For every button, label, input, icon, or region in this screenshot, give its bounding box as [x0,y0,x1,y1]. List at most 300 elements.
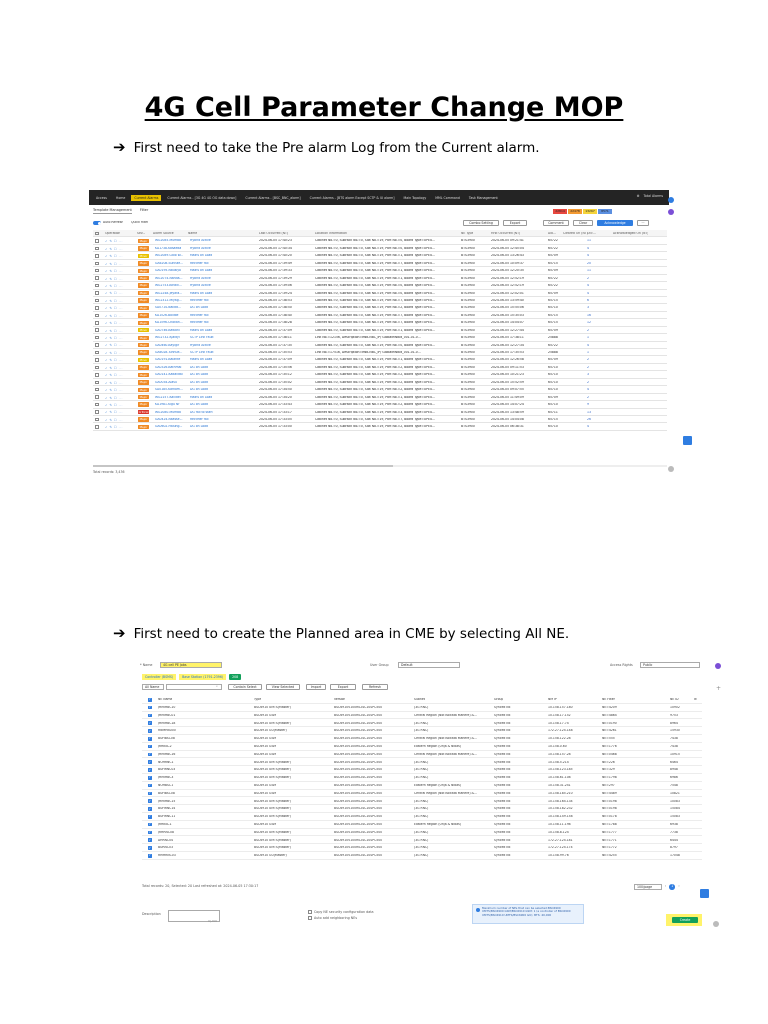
row-checkbox[interactable] [95,321,99,325]
ne-row[interactable] [142,758,702,766]
row-checkbox[interactable] [95,351,99,355]
alarm-cell[interactable]: Rectifier fail [190,298,209,302]
ne-cell: 15930 [670,729,680,733]
alarm-cell[interactable]: DG on Load [190,388,209,392]
alarm-cell[interactable]: Hybrid Active [190,246,211,250]
chat-icon[interactable] [700,889,709,898]
ne-cell: 10915 [670,752,680,756]
alarm-cell: BTS3900 [461,388,475,392]
ne-cell: BSC6910 UMTS(Master) [254,705,291,709]
alarm-cell: 2024-06-05 09:11:53 [491,365,524,369]
ne-row[interactable] [142,797,702,805]
column-header[interactable]: NE Filter [602,698,615,702]
user-group-select[interactable]: Default [398,662,460,668]
ne-row[interactable] [142,704,702,712]
alarm-cell[interactable]: Mains on Load [190,395,213,399]
alarm-cell[interactable]: Mains on Load [190,254,213,258]
alarm-cell[interactable]: KA1526-Bolidie [155,313,179,317]
filter-select[interactable]: Filter [139,208,149,212]
alarm-cell: 2024-06-05 12:45:04 [491,246,524,250]
alarm-cell: BTS3900 [461,373,475,377]
row-operations-icon[interactable]: ✓ ✎ ☐ ··· [105,261,123,266]
row-checkbox[interactable] [95,403,99,407]
column-header[interactable]: NM IP [548,698,557,702]
tab-base-station[interactable]: Base Station (1791-2396) [179,674,226,680]
alarm-cell: Cabinet No.=0, Subrack No.=0, Slot No.=19, Port No.=2, Board Type=UPEU... [315,425,436,429]
alarm-cell[interactable]: Rectifier fail [190,313,209,317]
row-checkbox[interactable] [148,706,152,710]
ne-cell: (3G RNC) [414,760,429,764]
alarm-cell: 2024-06-05 17:35:53 [491,351,524,354]
alarm-cell: 2024-06-05 17:39:06 [259,284,292,288]
column-header[interactable]: NE ID [670,698,679,702]
ne-row[interactable] [142,805,702,813]
column-header[interactable]: NE Type [461,232,474,235]
row-operations-icon[interactable]: ✓ ✎ ☐ ··· [105,254,123,259]
auto-refresh-toggle[interactable] [93,221,101,225]
select-all-checkbox[interactable] [95,232,99,236]
row-operations-icon[interactable]: ✓ ✎ ☐ ··· [105,291,123,296]
export-dropdown-button[interactable]: Export [330,684,356,690]
ne-cell: (3G RNC) [414,807,429,811]
alarm-row[interactable] [93,379,667,386]
alarm-cell[interactable]: DG on Load [190,380,209,384]
select-all-checkbox[interactable] [148,698,152,702]
row-checkbox[interactable] [148,815,152,819]
ne-row[interactable] [142,821,702,829]
ne-row[interactable] [142,774,702,782]
row-checkbox[interactable] [148,768,152,772]
row-checkbox[interactable] [95,358,99,362]
row-operations-icon[interactable]: ✓ ✎ ☐ ··· [105,388,123,393]
ne-cell: NE=4489 [602,791,617,795]
alarm-cell[interactable]: WG2248-Jeyara... [155,291,183,295]
alarm-cell: Cabinet No.=0, Subrack No.=0, Slot No.=19, Port No.=0, Board Type=UPEU... [315,246,436,250]
column-header[interactable]: Subnet [414,698,425,702]
row-operations-icon[interactable]: ✓ ✎ ☐ ··· [105,373,123,378]
alarm-cell[interactable]: Rectifier fail [190,261,209,265]
row-operations-icon[interactable]: ✓ ✎ ☐ ··· [105,358,123,363]
alarm-cell[interactable]: WG2753-Bindik... [155,284,182,288]
row-operations-icon[interactable]: ✓ ✎ ☐ ··· [105,402,123,407]
row-operations-icon[interactable]: ✓ ✎ ☐ ··· [105,380,123,385]
ne-cell: BUHRNC11 [158,815,176,819]
alarm-row[interactable] [93,252,667,259]
comment-button[interactable]: Comment [543,220,569,226]
app-icon[interactable] [715,663,721,669]
alarm-row[interactable] [93,416,667,423]
acknowledge-button[interactable]: Acknowledge [597,220,633,226]
alarm-row[interactable] [93,312,667,319]
ne-cell: BSC6910V100R024C10SPC500 [334,799,383,803]
alarm-row[interactable] [93,394,667,401]
ne-cell: BSC6910 GSM [254,713,277,717]
row-checkbox[interactable] [148,854,152,858]
menu-tab[interactable]: Current Alarms - [3G 4G 4G OG data down] [167,196,237,200]
row-checkbox[interactable] [95,306,99,310]
ne-cell: 172.27.124.181 [548,838,573,842]
row-checkbox[interactable] [95,254,99,258]
import-button[interactable]: Import [306,684,326,690]
alarm-row[interactable] [93,237,667,244]
row-checkbox[interactable] [95,425,99,429]
alarm-cell[interactable]: DG on Load [190,373,209,377]
severity-badge: Minor [139,253,148,258]
row-checkbox[interactable] [95,284,99,288]
alarm-row[interactable] [93,364,667,371]
clear-button[interactable]: Clear [573,220,593,226]
column-header[interactable]: Ala... [548,232,556,235]
settings-icon[interactable] [668,466,674,472]
alarm-cell[interactable]: SCTP Link Fault [190,351,214,354]
alarm-cell: 2024-06-05 12:52:19 [491,276,524,280]
alarm-cell: 65709 [548,269,558,273]
alarm-cell[interactable]: WG2089-Galo W... [155,254,184,258]
auto-neighbor-label: Auto add neighboring NEs [314,916,358,920]
alarm-cell[interactable]: WG2080-Mumba [155,410,181,414]
ne-row[interactable] [142,852,702,860]
alarm-cell[interactable]: WG2074-Nanda... [155,276,183,280]
ne-cell: (3G RNC) [414,846,429,850]
ne-cell: BSC6910V100R024C10SPC500 [334,807,383,811]
alarm-cell[interactable]: GA0746-Bawani [155,328,180,332]
ne-cell: (3G RNC) [414,729,429,733]
alarm-cell[interactable]: GA6208-Sunnae... [155,261,184,265]
add-icon[interactable]: + [716,686,722,692]
ne-row[interactable] [142,751,702,759]
alarm-cell[interactable]: WG2312-Mlyag... [155,298,182,302]
alarm-cell[interactable]: DG fail to start [190,410,213,414]
alarm-cell[interactable]: KA1738-Kasaeda [155,246,182,250]
menu-tab[interactable]: Main Topology [403,196,427,200]
alarm-cell[interactable]: DG on Load [190,425,209,429]
row-checkbox[interactable] [95,269,99,273]
row-checkbox[interactable] [95,366,99,370]
copy-security-checkbox[interactable] [308,910,312,914]
export-button[interactable]: Export [503,220,527,226]
row-checkbox[interactable] [95,328,99,332]
ne-cell: NE=1776 [602,744,617,748]
search-icon[interactable]: ⌕ [216,685,218,689]
alarm-cell: Cabinet No.=0, Subrack No.=0, Slot No.=19, Port No.=2, Board Type=UPEU... [315,380,436,384]
ne-cell: Synced NE [494,713,511,717]
chat-icon[interactable] [683,436,692,445]
row-operations-icon[interactable]: ✓ ✎ ☐ ··· [105,298,123,303]
alarm-row[interactable] [93,260,667,267]
ne-row[interactable] [142,829,702,837]
column-header[interactable]: Alarm Source [153,232,174,235]
alarm-cell[interactable]: SA0185-Karkom... [155,388,183,392]
prev-page-icon[interactable]: ‹ [665,885,667,889]
row-checkbox[interactable] [95,395,99,399]
alarm-menu-bar [89,190,669,205]
alarm-cell[interactable]: Rectifier fail [190,417,209,421]
row-operations-icon[interactable]: ✓ ✎ ☐ ··· [105,283,123,288]
page-size-select[interactable]: 100/page [634,884,662,890]
alarm-cell[interactable]: WG2157-Kallidei [155,395,181,399]
ne-cell: 10.158.17.152 [548,713,571,717]
alarm-row[interactable] [93,267,667,274]
row-checkbox[interactable] [95,410,99,414]
column-header[interactable]: First Occurred (NT) [491,232,521,235]
alarm-cell[interactable]: Rectifier fail [190,321,209,325]
menu-tab[interactable]: Current Alarms - [BSC_BNC_alarm] [245,196,301,200]
alarm-row[interactable] [93,386,667,393]
row-checkbox[interactable] [148,823,152,827]
auto-neighbor-checkbox[interactable] [308,916,312,920]
row-checkbox[interactable] [95,336,99,340]
row-checkbox[interactable] [95,418,99,422]
severity-counter[interactable]: 8571 [598,209,612,214]
horizontal-scrollbar[interactable] [93,465,667,467]
alarm-row[interactable] [93,319,667,326]
alarm-cell: Cabinet No.=0, Subrack No.=0, Slot No.=19, Port No.=0, Board Type=UPEU... [315,343,436,347]
alarm-cell[interactable]: WG2085-Mumba [155,239,181,243]
alarm-row[interactable] [93,290,667,297]
alarm-cell: 2024-06-05 17:38:50 [259,306,292,310]
column-header[interactable]: Type [254,698,262,702]
row-operations-icon[interactable]: ✓ ✎ ☐ ··· [105,343,123,348]
alarm-cell[interactable]: KA1596-Chokan... [155,321,183,325]
row-operations-icon[interactable]: ✓ ✎ ☐ ··· [105,313,123,318]
ne-cell: 6938 [670,822,678,826]
ne-row[interactable] [142,735,702,743]
column-header[interactable]: NE Name [158,698,173,702]
row-checkbox[interactable] [148,792,152,796]
alarm-cell: 2024-06-05 17:35:02 [259,380,292,384]
refresh-button[interactable]: Refresh [362,684,388,690]
alarm-cell: 11 [587,239,591,243]
page-number[interactable]: 1 [671,884,674,889]
row-checkbox[interactable] [95,314,99,318]
row-checkbox[interactable] [148,721,152,725]
row-checkbox[interactable] [95,388,99,392]
alarm-row[interactable] [93,304,667,311]
menu-tab[interactable]: Current Alarms [131,195,161,201]
alarm-cell[interactable]: KA1981-Kigu Nr [155,403,180,407]
row-checkbox[interactable] [148,831,152,835]
alarm-cell[interactable]: Mains on Load [190,358,213,362]
row-checkbox[interactable] [148,745,152,749]
row-checkbox[interactable] [95,299,99,303]
alarm-cell[interactable]: GA0141-Kadalidai [155,373,183,377]
row-checkbox[interactable] [95,381,99,385]
alarm-cell[interactable]: Hybrid Active [190,276,211,280]
ne-cell: Synced NE [494,705,511,709]
alarm-cell: 20 [587,261,591,265]
alarm-cell: 2024-06-05 06:38:31 [491,425,524,429]
template-management-select[interactable]: Template Management [93,208,132,212]
alarm-cell[interactable]: Hybrid Active [190,284,211,288]
row-operations-icon[interactable]: ✓ ✎ ☐ ··· [105,395,123,400]
alarm-cell[interactable]: Mains on Load [190,291,213,295]
row-operations-icon[interactable]: ✓ ✎ ☐ ··· [105,410,123,415]
create-button[interactable]: Create [672,917,698,923]
menu-tab[interactable]: MML Command [435,196,460,200]
row-checkbox[interactable] [95,373,99,377]
ne-cell: Synced NE [494,838,511,842]
column-header[interactable]: Name [188,232,198,235]
column-header[interactable]: Group [494,698,504,702]
gear-icon[interactable]: ⚙ [694,698,697,702]
row-checkbox[interactable] [148,846,152,850]
ne-row[interactable] [142,813,702,821]
ne-row[interactable] [142,782,702,790]
tab-controller[interactable]: Controller (BSMS) [142,674,176,680]
ne-cell: BSC6910V100R024C10SPC500 [334,768,383,772]
alarm-row[interactable] [93,423,667,430]
alarm-cell: BTS3900 [461,321,475,325]
selected-count-badge: 208 [229,674,241,680]
alarm-cell[interactable]: GA0034-Alasu [155,380,177,384]
severity-counter[interactable]: 13267 [583,209,597,214]
column-header[interactable]: Sev... [137,232,146,235]
row-checkbox[interactable] [148,838,152,842]
ne-row[interactable] [142,743,702,751]
row-checkbox[interactable] [148,799,152,803]
alarm-cell[interactable]: Hybrid Active [190,239,211,243]
ne-row[interactable] [142,836,702,844]
row-operations-icon[interactable]: ✓ ✎ ☐ ··· [105,336,123,341]
alarm-cell[interactable]: GA6028-Tunnue... [155,351,183,354]
quick-filter-label[interactable]: Quick filter [131,221,149,225]
row-operations-icon[interactable]: ✓ ✎ ☐ ··· [105,328,123,333]
row-operations-icon[interactable]: ✓ ✎ ☐ ··· [105,276,123,281]
column-header[interactable]: Occ... [587,232,596,235]
alarm-cell: 2024-06-05 17:38:11 [491,336,524,340]
alarm-row[interactable] [93,349,667,356]
alarm-cell[interactable]: SCTP Link Fault [190,336,214,340]
menu-tab[interactable]: Task Management [468,196,498,200]
alarm-row[interactable] [93,334,667,341]
alarm-row[interactable] [93,282,667,289]
alarm-cell: BTS3900 [461,351,475,354]
alarm-cell[interactable]: GA0326-Bathmal [155,365,182,369]
name-input[interactable]: 4G cell PE Jobs [160,662,222,668]
ne-cell: NE=1771 [602,838,617,842]
row-checkbox[interactable] [148,776,152,780]
view-selected-button[interactable]: View Selected [266,684,300,690]
row-checkbox[interactable] [95,239,99,243]
row-operations-icon[interactable]: ✓ ✎ ☐ ··· [105,306,123,311]
alarm-cell: 65711 [548,410,558,414]
next-page-icon[interactable]: › [678,885,680,889]
alarm-cell[interactable]: WG2732-Kjaldyl [155,336,180,340]
access-rights-select[interactable]: Public [640,662,700,668]
row-checkbox[interactable] [148,737,152,741]
alarm-cell[interactable]: GA0602-Halung... [155,425,183,429]
more-button[interactable]: ··· [637,220,649,226]
alarm-cell[interactable]: GA0195-Nbusiyo [155,269,181,273]
ne-row[interactable] [142,719,702,727]
column-header[interactable]: Cleared On (NT) [563,232,588,235]
alarm-cell[interactable]: DG on Load [190,365,209,369]
alarm-row[interactable] [93,409,667,416]
row-operations-icon[interactable]: ✓ ✎ ☐ ··· [105,425,123,430]
row-checkbox[interactable] [95,262,99,266]
alarm-row[interactable] [93,297,667,304]
alarm-row[interactable] [93,342,667,349]
severity-counter[interactable]: 22814 [553,209,567,214]
severity-badge: Major [139,313,148,318]
alarm-row[interactable] [93,356,667,363]
alarm-cell[interactable]: Mains on Load [190,269,213,273]
row-operations-icon[interactable]: ✓ ✎ ☐ ··· [105,365,123,370]
row-operations-icon[interactable]: ✓ ✎ ☐ ··· [105,417,123,422]
alarm-cell[interactable]: SA0714-Nalidd... [155,306,181,310]
row-operations-icon[interactable]: ✓ ✎ ☐ ··· [105,321,123,326]
alarm-cell[interactable]: Mains on Load [190,328,213,332]
column-header[interactable]: Location Information [315,232,347,235]
alarm-cell[interactable]: Hybrid Active [190,343,211,347]
menu-tab[interactable]: Current Alarms - [BTS alarm Except SCTP & IU alarm] [309,196,395,200]
ne-cell: BSC6910 UMTS(Master) [254,760,291,764]
alarm-cell[interactable]: GA0424-Nkasse... [155,417,183,421]
row-checkbox[interactable] [95,343,99,347]
row-checkbox[interactable] [95,247,99,251]
alarm-row[interactable] [93,327,667,334]
row-operations-icon[interactable]: ✓ ✎ ☐ ··· [105,350,123,355]
alarm-cell: BTS3900 [461,269,475,273]
row-operations-icon[interactable]: ✓ ✎ ☐ ··· [105,269,123,274]
menu-tab[interactable]: Access [96,196,107,200]
alarm-row[interactable] [93,371,667,378]
row-checkbox[interactable] [148,784,152,788]
app-icon[interactable] [668,209,674,215]
column-header[interactable]: Last Occurred (NT) [259,232,289,235]
row-checkbox[interactable] [148,753,152,757]
settings-icon[interactable] [713,921,719,927]
column-header[interactable]: Operation [105,232,121,235]
alarm-cell[interactable]: GA0191-Balante [155,358,181,362]
menu-tab[interactable]: Home [115,196,126,200]
row-checkbox[interactable] [148,729,152,733]
alarm-row[interactable] [93,245,667,252]
column-header[interactable]: Acknowledged On (NT) [613,232,649,235]
ne-row[interactable] [142,712,702,720]
ne-row[interactable] [142,766,702,774]
row-checkbox[interactable] [95,276,99,280]
alarm-cell[interactable]: DG on Load [190,306,209,310]
all-name-select[interactable]: All Name [142,684,164,690]
row-checkbox[interactable] [95,291,99,295]
row-checkbox[interactable] [148,760,152,764]
alarm-cell[interactable]: DG on Load [190,403,209,407]
severity-counter[interactable]: 22478 [568,209,582,214]
alarm-cell[interactable]: GA0460-Bayigir [155,343,180,347]
gear-icon[interactable]: ⚙ [636,194,640,198]
row-checkbox[interactable] [148,714,152,718]
alarm-cell: 2024-06-05 12:26:58 [491,358,524,362]
ne-row[interactable] [142,727,702,735]
alarm-row[interactable] [93,401,667,408]
info-icon[interactable] [668,197,674,203]
ne-row[interactable] [142,790,702,798]
ne-cell: Synced NE [494,854,511,858]
ne-cell: NE=297 [602,783,615,787]
row-operations-icon[interactable]: ✓ ✎ ☐ ··· [105,246,123,251]
ne-row[interactable] [142,844,702,852]
combo-setting-button[interactable]: Combo Setting [463,220,499,226]
row-checkbox[interactable] [148,807,152,811]
alarm-cell: 65715 [548,298,558,302]
alarm-row[interactable] [93,275,667,282]
severity-badge: Major [139,283,148,288]
column-header[interactable]: Version [334,698,346,702]
search-input[interactable] [166,684,222,690]
contain-select-button[interactable]: Contain Select [228,684,262,690]
row-operations-icon[interactable]: ✓ ✎ ☐ ··· [105,239,123,244]
